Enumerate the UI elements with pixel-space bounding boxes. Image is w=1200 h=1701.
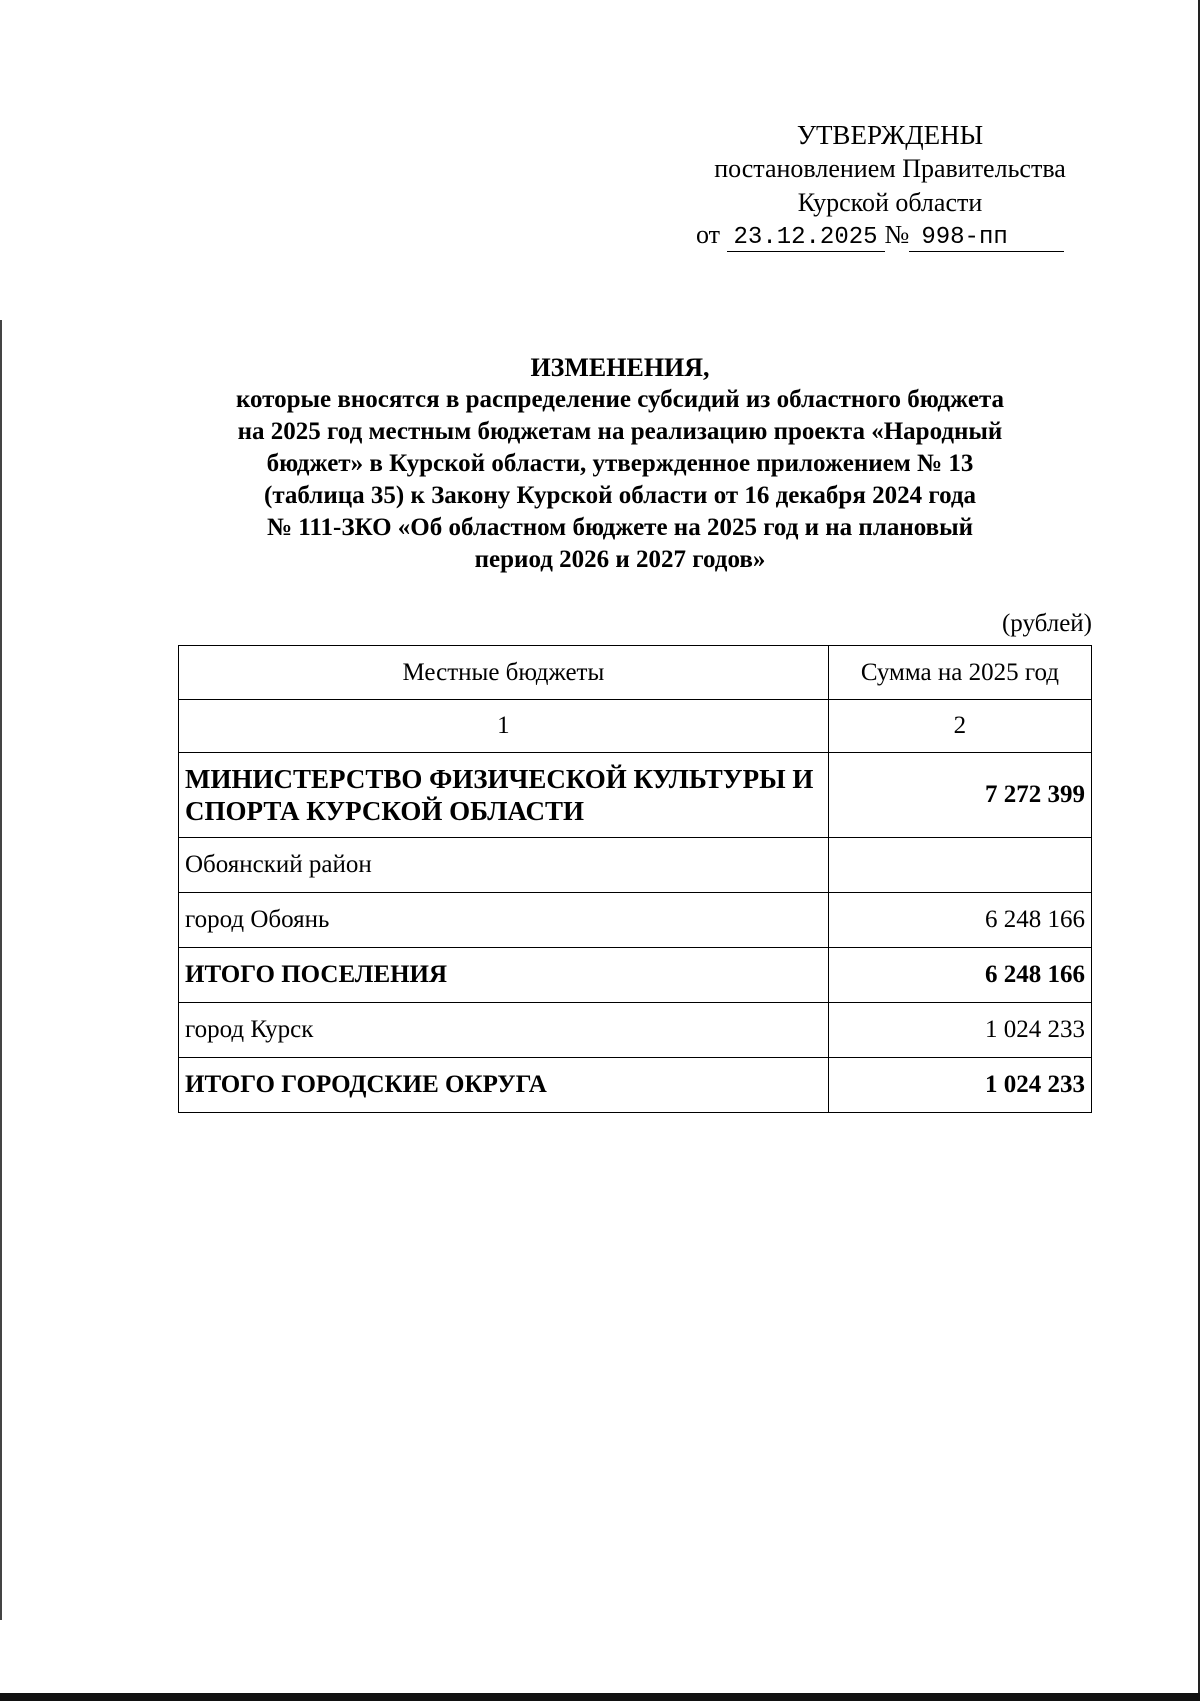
row-amount: 7 272 399 <box>828 753 1091 838</box>
column-number: 2 <box>828 700 1091 753</box>
row-amount: 6 248 166 <box>828 893 1091 948</box>
table-row <box>179 893 1092 948</box>
units-label: (рублей) <box>1001 610 1092 637</box>
approval-block <box>690 118 1090 220</box>
scan-edge-left <box>0 320 2 1620</box>
row-name: ИТОГО ГОРОДСКИЕ ОКРУГА <box>179 1058 829 1113</box>
row-amount: 1 024 233 <box>828 1003 1091 1058</box>
row-amount: 1 024 233 <box>828 1058 1091 1113</box>
column-number: 1 <box>179 700 829 753</box>
table-row <box>179 1003 1092 1058</box>
title-line-2: которые вносятся в распределение субсидий из областного бюджета <box>235 386 1005 413</box>
approval-heading: УТВЕРЖДЕНЫ <box>796 120 984 150</box>
table-row <box>179 838 1092 893</box>
budget-table <box>178 645 1092 1113</box>
table-header-row <box>179 646 1092 700</box>
header-amount-2025: Сумма на 2025 год <box>828 646 1091 700</box>
decree-date: 23.12.2025 <box>727 224 885 252</box>
number-sign: № <box>884 220 910 249</box>
date-prefix: от <box>696 220 721 249</box>
table-row <box>179 1058 1092 1113</box>
approval-line-2: Курской области <box>797 188 983 217</box>
title-line-4: бюджет» в Курской области, утвержденное приложением № 13 <box>266 450 974 477</box>
title-line-1: ИЗМЕНЕНИЯ, <box>530 353 710 382</box>
row-amount <box>828 838 1091 893</box>
title-line-6: № 111-ЗКО «Об областном бюджете на 2025 год и на плановый <box>266 514 974 541</box>
table-row <box>179 753 1092 838</box>
title-line-7: период 2026 и 2027 годов» <box>474 546 766 573</box>
row-amount: 6 248 166 <box>828 948 1091 1003</box>
approval-line-1: постановлением Правительства <box>714 154 1066 183</box>
scan-edge-bottom <box>0 1693 1200 1701</box>
approval-decree-line <box>696 220 1064 252</box>
table-row <box>179 948 1092 1003</box>
decree-number: 998-пп <box>909 224 1064 252</box>
document-title <box>160 352 1080 576</box>
column-number-row <box>179 700 1092 753</box>
row-name: МИНИСТЕРСТВО ФИЗИЧЕСКОЙ КУЛЬТУРЫ И СПОРТА КУРСКОЙ ОБЛАСТИ <box>179 753 829 838</box>
title-line-5: (таблица 35) к Закону Курской области от 16 декабря 2024 года <box>264 482 976 509</box>
header-local-budgets: Местные бюджеты <box>179 646 829 700</box>
row-name: город Курск <box>179 1003 829 1058</box>
row-name: Обоянский район <box>179 838 829 893</box>
title-line-3: на 2025 год местным бюджетам на реализацию проекта «Народный <box>237 418 1003 445</box>
row-name: ИТОГО ПОСЕЛЕНИЯ <box>179 948 829 1003</box>
row-name: город Обоянь <box>179 893 829 948</box>
